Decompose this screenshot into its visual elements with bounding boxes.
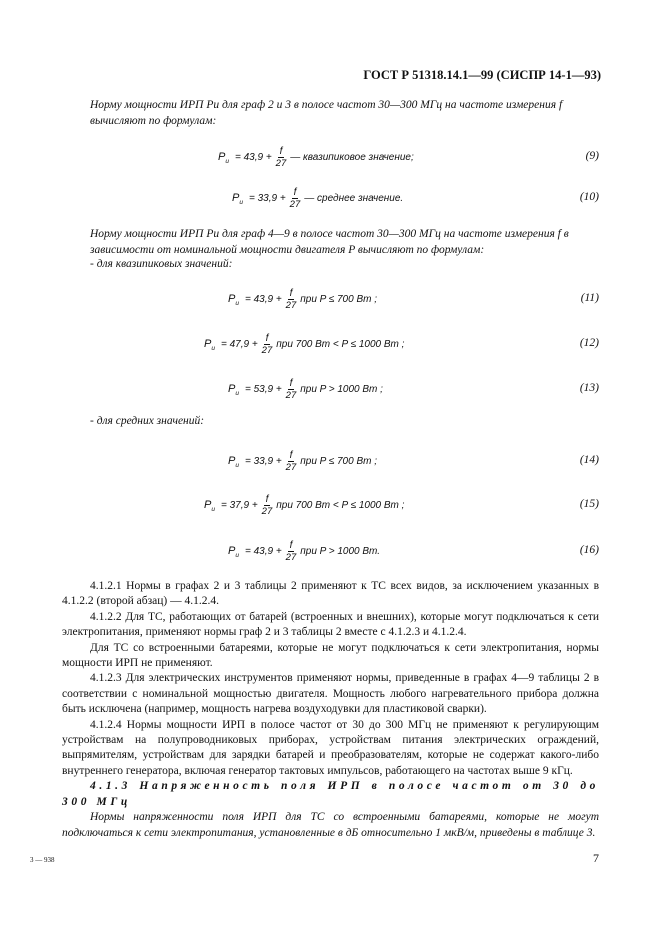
- paragraph-4-1-2-4: 4.1.2.4 Нормы мощности ИРП в полосе частот от 30 до 300 МГц не применяют к регулирующим устройствам на полупроводниковых приборах, устройствам питания электрических ограждений, выпрямителям, устройствам для зарядки батарей и преобразователям, которые не содержат какого-либо внутреннего генератора, включая генератор тактовых импульсов, работающего на частотах выше 9 кГц.: [62, 718, 599, 777]
- intro-paragraph-graphs-4-9: Норму мощности ИРП Pи для граф 4—9 в полосе частот 30—300 МГц на частоте измерения f в зависимости от номинальной мощности двигателя P вычисляют по формулам:: [90, 228, 569, 256]
- equation-number-16: (16): [579, 544, 599, 556]
- equation-number-14: (14): [579, 454, 599, 466]
- formula-constant: = 37,9 +: [220, 500, 258, 511]
- formula-fraction: $\frac{f}{27}$: [261, 333, 273, 356]
- formula-16: [228, 540, 380, 563]
- formula-10: [232, 187, 403, 210]
- formula-13: [228, 378, 383, 401]
- formula-fraction: $\frac{f}{27}$: [285, 378, 297, 401]
- formula-lhs: $P_и$: [228, 454, 239, 469]
- formula-condition: при P ≤ 700 Вт ;: [300, 294, 378, 305]
- formula-fraction: $\frac{f}{27}$: [285, 450, 297, 473]
- formula-14: [228, 450, 377, 473]
- formula-lhs: $P_и$: [232, 191, 243, 206]
- formula-fraction: $\frac{f}{27}$: [261, 494, 273, 517]
- formula-condition: при 700 Вт < P ≤ 1000 Вт ;: [276, 500, 405, 511]
- formula-constant: = 33,9 +: [248, 193, 286, 204]
- label-quasi-peak: - для квазипиковых значений:: [90, 258, 233, 270]
- formula-constant: = 47,9 +: [220, 339, 258, 350]
- formula-constant: = 33,9 +: [244, 456, 282, 467]
- formula-lhs: $P_и$: [204, 498, 215, 513]
- equation-number-9: (9): [585, 150, 599, 162]
- formula-15: [204, 494, 404, 517]
- paragraph-4-1-2-1: 4.1.2.1 Нормы в графах 2 и 3 таблицы 2 применяют к ТС всех видов, за исключением указанных в 4.1.2.2 (второй абзац) — 4.1.2.4.: [62, 580, 599, 608]
- formula-fraction: $\frac{f}{27}$: [289, 187, 301, 210]
- equation-number-15: (15): [579, 498, 599, 510]
- formula-condition: при P > 1000 Вт ;: [300, 384, 383, 395]
- paragraph-4-1-2-2-b: Для ТС со встроенными батареями, которые не могут подключаться к сети электропитания, нормы мощности ИРП не применяют.: [62, 641, 599, 670]
- formula-lhs: $P_и$: [228, 382, 239, 397]
- formula-constant: = 43,9 +: [244, 546, 282, 557]
- footer-code: 3 — 938: [30, 856, 55, 864]
- formula-condition: — квазипиковое значение;: [290, 152, 414, 163]
- formula-11: [228, 288, 377, 311]
- equation-number-10: (10): [579, 191, 599, 203]
- formula-fraction: $\frac{f}{27}$: [285, 540, 297, 563]
- formula-constant: = 53,9 +: [244, 384, 282, 395]
- formula-lhs: $P_и$: [228, 292, 239, 307]
- formula-9: [218, 146, 414, 169]
- formula-constant: = 43,9 +: [244, 294, 282, 305]
- formula-condition: при P > 1000 Вт.: [300, 546, 381, 557]
- label-average: - для средних значений:: [90, 415, 205, 427]
- formula-lhs: $P_и$: [204, 337, 215, 352]
- formula-lhs: $P_и$: [218, 150, 229, 165]
- paragraph-4-1-3: Нормы напряженности поля ИРП для ТС со встроенными батареями, которые не могут подключаться к сети электропитания, установленные в дБ относительно 1 мкВ/м, приведены в таблице 3.: [62, 811, 599, 839]
- formula-condition: при 700 Вт < P ≤ 1000 Вт ;: [276, 339, 405, 350]
- body-text: [62, 579, 599, 841]
- formula-condition: при P ≤ 700 Вт ;: [300, 456, 378, 467]
- document-header: ГОСТ Р 51318.14.1—99 (СИСПР 14-1—93): [363, 68, 601, 82]
- formula-fraction: $\frac{f}{27}$: [285, 288, 297, 311]
- equation-number-11: (11): [580, 292, 599, 304]
- section-heading-4-1-3: 4.1.3 Напряженность поля ИРП в полосе частот от 30 до 300 МГц: [62, 780, 599, 808]
- paragraph-4-1-2-3: 4.1.2.3 Для электрических инструментов применяют нормы, приведенные в графах 4—9 таблицы 2 в соответствии с номинальной мощностью двигателя. Мощность любого нагревательного прибора должна быть исключена (например, мощность нагрева воздуходувки для пластиковой сварки).: [62, 672, 599, 716]
- equation-number-12: (12): [579, 337, 599, 349]
- formula-lhs: $P_и$: [228, 544, 239, 559]
- intro-paragraph-graphs-2-3: Норму мощности ИРП Pи для граф 2 и 3 в полосе частот 30—300 МГц на частоте измерения f вычисляют по формулам:: [90, 99, 563, 127]
- equation-number-13: (13): [579, 382, 599, 394]
- formula-12: [204, 333, 404, 356]
- formula-condition: — среднее значение.: [304, 193, 404, 204]
- formula-constant: = 43,9 +: [234, 152, 272, 163]
- page-number: 7: [593, 851, 599, 865]
- formula-fraction: $\frac{f}{27}$: [275, 146, 287, 169]
- paragraph-4-1-2-2: 4.1.2.2 Для ТС, работающих от батарей (встроенных и внешних), которые могут подключаться к сети электропитания, применяют нормы граф 2 и 3 таблицы 2 вместе с 4.1.2.3 и 4.1.2.4.: [62, 610, 599, 639]
